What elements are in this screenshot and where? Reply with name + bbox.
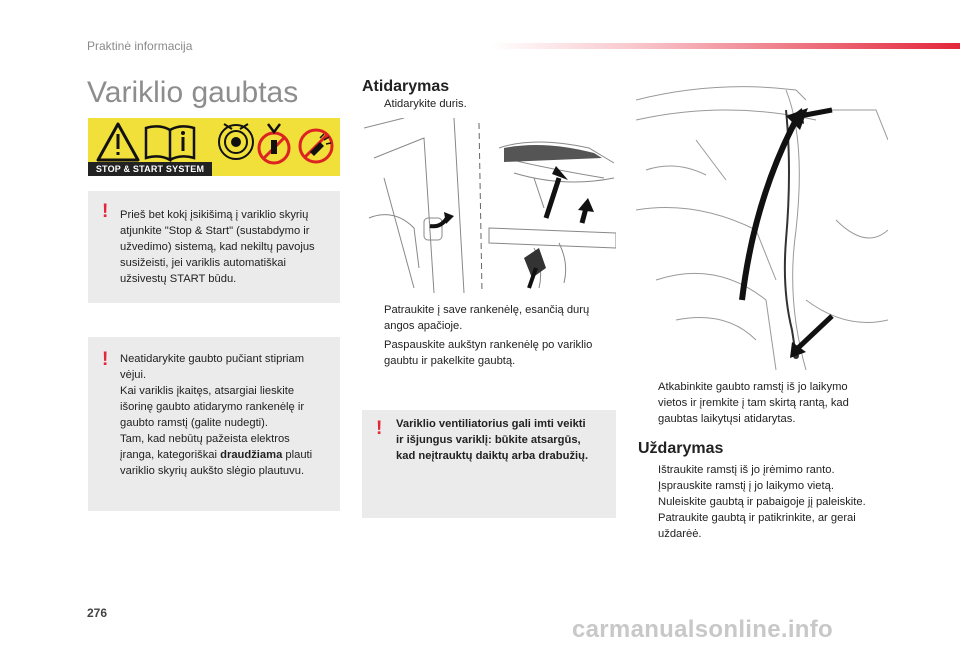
opening-step-4: Atkabinkite gaubto ramstį iš jo laikymo vietos ir įremkite į tam skirtą rantą, kad gaubtas laikytųsi atidarytas.	[658, 381, 849, 425]
warning-mark: !	[102, 201, 109, 222]
watermark: carmanualsonline.info	[572, 616, 834, 643]
header-rule	[490, 43, 960, 49]
closing-heading: Uždarymas	[638, 440, 724, 457]
hood-prop-illustration	[636, 80, 888, 370]
closing-step-4: Patraukite gaubtą ir patikrinkite, ar gerai uždarėė.	[658, 512, 856, 540]
no-touch-icon	[259, 124, 289, 163]
warning-text: Neatidarykite gaubto pučiant stipriam vėjui. Kai variklis įkaitęs, atsargiai lieskite išorinę gaubto atidarymo rankenėlę ir gaubto ramstį (galite nudegti). Tam, kad nebūtų pažeista elektros įranga, kategoriškai draudžiama plauti variklio skyrių aukšto slėgio plautuvu.	[120, 353, 313, 477]
warning-mark: !	[376, 418, 383, 439]
closing-step-2: Įsprauskite ramstį į jo laikymo vietą.	[658, 480, 834, 492]
opening-step-2: Patraukite į save rankenėlę, esančią durų angos apačioje.	[384, 304, 590, 332]
opening-heading: Atidarymas	[362, 78, 450, 95]
fan-icon	[219, 124, 253, 159]
running-header: Praktinė informacija	[87, 39, 193, 53]
warning-triangle-icon	[98, 124, 138, 160]
hood-release-illustration	[364, 118, 616, 293]
page-number: 276	[87, 606, 108, 620]
warning-text: Variklio ventiliatorius gali imti veikti ir išjungus variklį: būkite atsargūs, kad neįtrauktų daiktų arba drabužių.	[396, 418, 589, 462]
opening-step-1: Atidarykite duris.	[384, 98, 467, 110]
stop-start-label: STOP & START SYSTEM	[88, 162, 212, 176]
no-spray-icon	[300, 130, 332, 162]
page-title: Variklio gaubtas	[87, 76, 299, 109]
warning-mark: !	[102, 349, 109, 370]
warning-text: Prieš bet kokį įsikišimą į variklio skyrių atjunkite "Stop & Start" (sustabdymo ir užvedimo) sistemą, kad nekiltų pavojus susižeisti, jei variklis automatiškai užsivestų START būdu.	[120, 209, 315, 285]
opening-step-3: Paspauskite aukštyn rankenėlę po variklio gaubtu ir pakelkite gaubtą.	[384, 339, 593, 367]
warning-box-fan	[362, 410, 616, 518]
closing-step-1: Ištraukite ramstį iš jo įrėmimo ranto.	[658, 464, 835, 476]
closing-step-3: Nuleiskite gaubtą ir pabaigoje jį paleiskite.	[658, 496, 866, 508]
manual-book-icon	[146, 126, 194, 160]
warning-box-wind-heat	[88, 337, 340, 511]
warning-box-stop-start	[88, 191, 340, 303]
